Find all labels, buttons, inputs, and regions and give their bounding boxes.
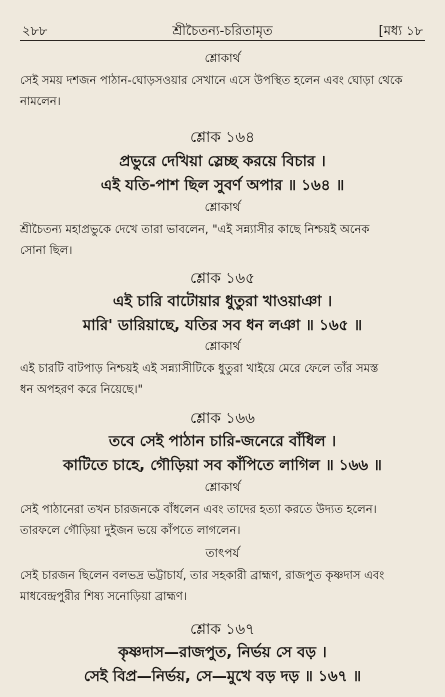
translation-heading: শ্লোকার্থ [204,339,241,353]
translation-line: এই চারটি বাটপাড় নিশ্চয়ই এই সন্ন্যাসীটিকে ধুতুরা খাইয়ে মেরে ফেলে তাঁর সমস্ত [20,361,379,375]
purport-line: মাধবেন্দ্রপুরীর শিষ্য সনোড়িয়া ব্রাহ্মণ। [20,589,187,603]
verse-line: এই যতি-পাশ ছিল সুবর্ণ অপার ॥ ১৬৪ ॥ [100,176,345,194]
running-title: শ্রীচৈতন্য-চরিতামৃত [172,24,273,39]
verse-line: প্রভুরে দেখিয়া স্লেচ্ছ করয়ে বিচার । [119,152,326,170]
verse-number: শ্লোক ১৬৪ [190,128,255,146]
verse-line: মারি' ডারিয়াছে, যতির সব ধন লঞা ॥ ১৬৫ ॥ [82,316,363,334]
translation-line: তারফলে গৌড়িয়া দুইজন ভয়ে কাঁপতে লাগলেন। [20,523,241,537]
verse-line: তবে সেই পাঠান চারি-জনেরে বাঁধিল । [108,432,337,450]
verse-line: এই চারি বাটোয়ার ধুতুরা খাওয়াঞা । [112,292,333,310]
header-rule [20,40,425,41]
translation-heading: শ্লোকার্থ [204,51,241,65]
page-number: ২৮৮ [22,24,48,39]
verse-line: সেই বিপ্র—নির্ভয়, সে—মুখে বড় দড় ॥ ১৬৭ ॥ [83,667,362,685]
chapter-marker: [মধ্য ১৮ [378,24,423,39]
purport-heading: তাৎপর্য [205,546,240,560]
translation-line: সেই পাঠানেরা তখন চারজনকে বাঁধলেন এবং তাদের হত্যা করতে উদ্যত হলেন। [20,502,377,516]
translation-line: সোনা ছিল। [20,243,73,257]
translation-heading: শ্লোকার্থ [204,480,241,494]
translation-line: শ্রীচৈতন্য মহাপ্রভুকে দেখে তারা ভাবলেন, "এই সন্ন্যাসীর কাছে নিশ্চয়ই অনেক [20,222,370,236]
translation-line: ধন অপহরণ করে নিয়েছে।" [20,382,143,396]
verse-number: শ্লোক ১৬৬ [190,409,255,427]
verse-number: শ্লোক ১৬৭ [190,620,255,638]
translation-line: সেই সময় দশজন পাঠান-ঘোড়সওয়ার সেখানে এসে উপস্থিত হলেন এবং ঘোড়া থেকে [20,73,403,87]
purport-line: সেই চারজন ছিলেন বলভদ্র ভট্টাচার্য, তার সহকারী ব্রাহ্মণ, রাজপুত কৃষ্ণদাস এবং [20,568,385,582]
verse-line: কৃষ্ণদাস—রাজপুত, নির্ভয় সে বড় । [118,643,327,661]
translation-line: নামলেন। [20,94,61,108]
verse-line: কাটিতে চাহে, গৌড়িয়া সব কাঁপিতে লাগিল ॥ ১৬৬ ॥ [63,456,382,474]
verse-number: শ্লোক ১৬৫ [190,269,255,287]
translation-heading: শ্লোকার্থ [204,200,241,214]
